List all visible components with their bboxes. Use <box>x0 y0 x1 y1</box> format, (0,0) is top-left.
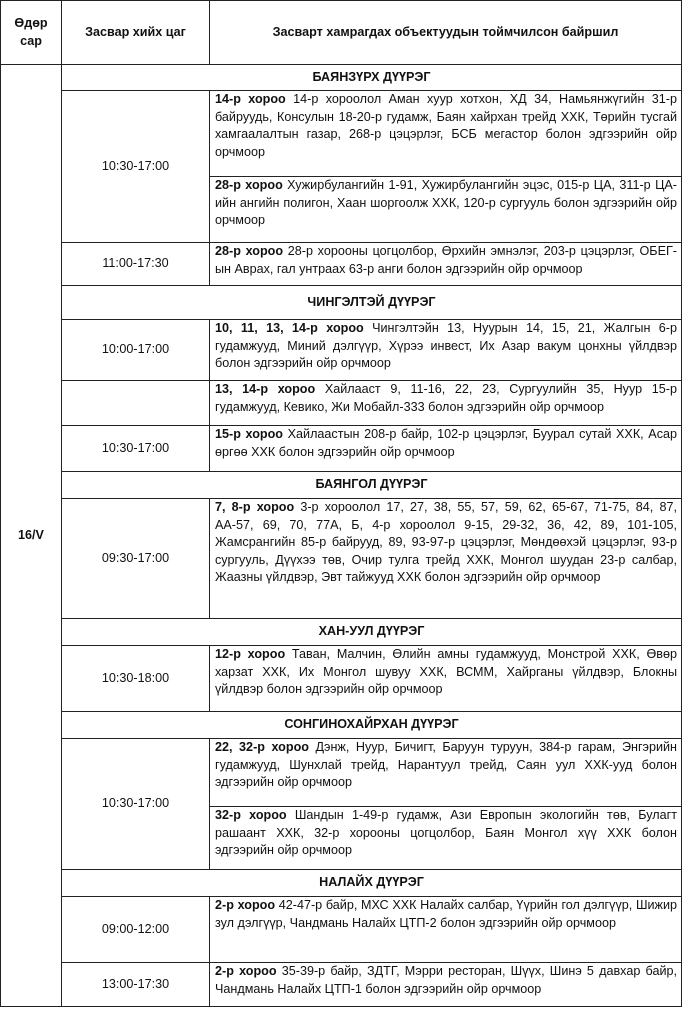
district-row <box>1 870 682 897</box>
khoroo-label: 2-р хороо <box>215 898 276 912</box>
location-cell <box>210 499 682 619</box>
time-column-header: Засвар хийх цаг <box>62 1 210 65</box>
location-text: 28-р хорооны цогцолбор, Өрхийн эмнэлэг, 203-р цэцэрлэг, ОБЕГ-ын Аврах, гал унтраах 63-р анги болон эдгээрийн ойр орчмоор <box>215 244 677 276</box>
location-cell <box>210 426 682 472</box>
district-name: ЧИНГЭЛТЭЙ ДҮҮРЭГ <box>62 286 682 320</box>
date-column-header <box>1 1 62 65</box>
khoroo-label: 28-р хороо <box>215 178 283 192</box>
khoroo-label: 15-р хороо <box>215 427 283 441</box>
location-cell <box>210 243 682 286</box>
district-row <box>1 712 682 739</box>
location-text: Дэнж, Нуур, Бичигт, Баруун туруун, 384-р гарам, Энгэрийн гудамжууд, Шунхлай трейд, Нарантуул трейд, Саян уул ХХК-ууд болон эдгээрийн ойр орчмоор <box>215 740 677 790</box>
district-row <box>1 286 682 320</box>
district-row <box>1 65 682 91</box>
khoroo-label: 10, 11, 13, 14-р хороо <box>215 321 364 335</box>
date-header-line2: сар <box>20 33 42 48</box>
time-cell: 11:00-17:30 <box>62 243 210 286</box>
table-row <box>1 963 682 1007</box>
district-name: БАЯНЗҮРХ ДҮҮРЭГ <box>62 65 682 91</box>
header-row <box>1 1 682 65</box>
location-text: Таван, Малчин, Өлийн амны гудамжууд, Монстрой ХХК, Өвөр харзат ХХК, Их Монгол шувуу ХХК, ВСММ, Хайрганы үйлдвэр, Блокны үйлдвэр болон эдгээрийн ойр орчмоор <box>215 647 678 697</box>
time-cell: 09:00-12:00 <box>62 897 210 963</box>
location-cell <box>210 963 682 1007</box>
table-row <box>1 91 682 177</box>
district-name: БАЯНГОЛ ДҮҮРЭГ <box>62 472 682 499</box>
date-header-line1: Өдөр <box>14 15 48 30</box>
table-row <box>1 897 682 963</box>
time-cell: 10:00-17:00 <box>62 320 210 381</box>
location-cell <box>210 646 682 712</box>
khoroo-label: 2-р хороо <box>215 964 277 978</box>
table-row <box>1 739 682 807</box>
location-cell <box>210 739 682 807</box>
khoroo-label: 12-р хороо <box>215 647 286 661</box>
location-text: 14-р хороолол Аман хуур хотхон, ХД 34, Намьянжүгийн 31-р байруудь, Консулын 18-20-р гудамж, Баян хайрхан трейд ХХК, Төрийн тусгай хамгаалалтын газар, 268-р цэцэрлэг, БСБ мегастор болон эдгээрийн ойр орчмоор <box>215 92 678 159</box>
location-cell <box>210 381 682 426</box>
district-row <box>1 472 682 499</box>
time-cell: 10:30-17:00 <box>62 426 210 472</box>
time-cell: 10:30-17:00 <box>62 739 210 870</box>
location-cell <box>210 320 682 381</box>
location-text: Шандын 1-49-р гудамж, Ази Европын экологийн төв, Булагт рашаант ХХК, 32-р хорооны цогцолбор, Баян Монгол хүү ХХК болон эдгээрийн ойр орчмоор <box>215 808 677 858</box>
khoroo-label: 7, 8-р хороо <box>215 500 295 514</box>
time-cell: 10:30-18:00 <box>62 646 210 712</box>
location-text: 35-39-р байр, ЗДТГ, Мэрри ресторан, Шүүх, Шинэ 5 давхар байр, Чандмань Налайх ЦТП-1 болон эдгээрийн ойр орчмоор <box>215 964 677 996</box>
table-row <box>1 381 682 426</box>
location-cell <box>210 91 682 177</box>
district-name: НАЛАЙХ ДҮҮРЭГ <box>62 870 682 897</box>
district-name: СОНГИНОХАЙРХАН ДҮҮРЭГ <box>62 712 682 739</box>
table-row <box>1 320 682 381</box>
table-row <box>1 243 682 286</box>
location-text: 42-47-р байр, МХС ХХК Налайх салбар, Үүрийн гол дэлгүүр, Шижир зул дэлгүүр, Чандмань Налайх ЦТП-2 болон эдгээрийн ойр орчмоор <box>215 898 677 930</box>
location-cell <box>210 897 682 963</box>
khoroo-label: 14-р хороо <box>215 92 286 106</box>
khoroo-label: 32-р хороо <box>215 808 287 822</box>
table-row <box>1 426 682 472</box>
date-cell: 16/V <box>1 65 62 1007</box>
location-text: Чингэлтэйн 13, Нуурын 14, 15, 21, Жалгын 6-р гудамжууд, Миний дэлгүүр, Хүрээ инвест, Их Азар вакум цонхны үйлдвэр болон эдгээрийн ойр орчмоор <box>215 321 677 371</box>
table-row <box>1 499 682 619</box>
time-cell: 10:30-17:00 <box>62 91 210 243</box>
time-cell: 09:30-17:00 <box>62 499 210 619</box>
location-cell <box>210 177 682 243</box>
table-row <box>1 646 682 712</box>
time-cell: 13:00-17:30 <box>62 963 210 1007</box>
location-cell <box>210 807 682 870</box>
time-cell <box>62 381 210 426</box>
khoroo-label: 22, 32-р хороо <box>215 740 309 754</box>
location-column-header: Засварт хамрагдах объектуудын тоймчилсон байршил <box>210 1 682 65</box>
district-row <box>1 619 682 646</box>
location-text: Хайлааст 9, 11-16, 22, 23, Сургуулийн 35, Нуур 15-р гудамжууд, Кевико, Жи Мобайл-333 болон эдгээрийн ойр орчмоор <box>215 382 677 414</box>
location-text: 3-р хороолол 17, 27, 38, 55, 57, 59, 62, 65-67, 71-75, 84, 87, АА-57, 69, 70, 77А, Б, 4-р хороолол 9-15, 29-32, 36, 42, 89, 101-105, Жамсрангийн 85-р байрууд, 89, 93-97-р цэцэрлэг, Мөндөөхэй цэцэрлэг, 93-р сургууль, Дүүхээ төв, Очир тулга трейд ХХК, Монгол шуудан 23-р салбар, Жаазны үйлдвэр, Эвт тайжууд ХХК болон эдгээрийн ойр орчмоор <box>215 500 677 585</box>
location-text: Хайлаастын 208-р байр, 102-р цэцэрлэг, Буурал сутай ХХК, Асар өргөө ХХК болон эдгээрийн ойр орчмоор <box>215 427 678 459</box>
district-name: ХАН-УУЛ ДҮҮРЭГ <box>62 619 682 646</box>
location-text: Хужирбулангийн 1-91, Хужирбулангийн эцэс, 015-р ЦА, 311-р ЦА-ийн ангийн полигон, Хаан шоргоолж ХХК, 120-р сургууль болон эдгээрийн ойр орчмоор <box>215 178 677 228</box>
khoroo-label: 28-р хороо <box>215 244 284 258</box>
khoroo-label: 13, 14-р хороо <box>215 382 316 396</box>
